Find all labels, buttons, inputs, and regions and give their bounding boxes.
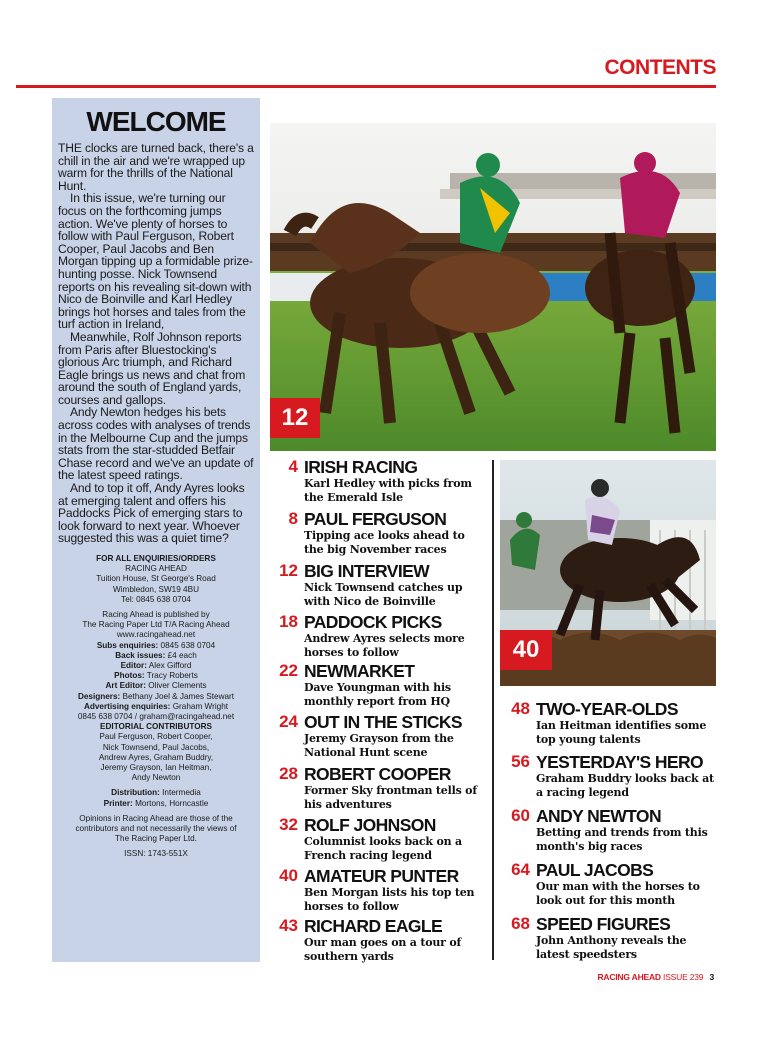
- editor-value: Alex Gifford: [148, 661, 192, 671]
- entry-title: BIG INTERVIEW: [304, 561, 430, 581]
- entry-description: Graham Buddry looks back at a racing legend: [536, 772, 714, 799]
- welcome-title: WELCOME: [86, 106, 226, 137]
- entry-page-number: 32: [279, 815, 298, 834]
- entry-description: Tipping ace looks ahead to the big November races: [304, 529, 465, 556]
- entry-page-number: 4: [288, 457, 298, 476]
- company-name: RACING AHEAD: [125, 564, 187, 574]
- publisher-line: The Racing Paper Ltd T/A Racing Ahead: [82, 620, 230, 630]
- entry-title: PAUL JACOBS: [536, 860, 654, 880]
- website[interactable]: www.racingahead.net: [116, 630, 196, 640]
- welcome-paragraph: THE clocks are turned back, there's a chill in the air and we're wrapped up warm for the thrills of the National Hunt.: [58, 141, 254, 193]
- telephone: Tel: 0845 638 0704: [121, 594, 191, 604]
- entry-page-number: 56: [511, 752, 530, 771]
- back-issues-label: Back issues:: [115, 650, 166, 660]
- entry-title: PAUL FERGUSON: [304, 509, 447, 529]
- designers-value: Bethany Joel & James Stewart: [122, 691, 235, 701]
- entry-page-number: 43: [279, 916, 298, 935]
- entry-description: John Anthony reveals the latest speedsters: [536, 934, 687, 961]
- contributors-line: Andrew Ayres, Graham Buddry,: [98, 752, 214, 762]
- page-badge-40: 40: [500, 630, 552, 670]
- entry-page-number: 12: [279, 561, 298, 580]
- entry-description: Ben Morgan lists his top ten horses to follow: [304, 886, 475, 913]
- footer-brand: RACING AHEAD: [597, 972, 661, 982]
- editor-line: [58, 661, 254, 671]
- entry-title: TWO-YEAR-OLDS: [536, 699, 678, 719]
- entry-description: Our man goes on a tour of southern yards: [304, 936, 462, 963]
- distribution-line: [58, 788, 254, 798]
- entry-title: YESTERDAY'S HERO: [536, 752, 704, 772]
- entry-title: AMATEUR PUNTER: [304, 866, 459, 886]
- entry-description: Jeremy Grayson from the National Hunt scene: [304, 732, 454, 759]
- subs-line: [58, 641, 254, 651]
- distribution-value: Intermedia: [162, 788, 201, 798]
- editor-label: Editor:: [120, 661, 147, 671]
- entry-page-number: 8: [288, 509, 298, 528]
- entry-page-number: 18: [279, 612, 298, 631]
- contributors-heading: EDITORIAL CONTRIBUTORS: [100, 722, 212, 732]
- entry-description: Our man with the horses to look out for this month: [536, 880, 700, 907]
- contributors-line: Andy Newton: [131, 773, 181, 783]
- subs-value: 0845 638 0704: [160, 640, 216, 650]
- entry-page-number: 22: [279, 661, 298, 680]
- publisher-line: Racing Ahead is published by: [102, 610, 210, 620]
- entry-description: Columnist looks back on a French racing legend: [304, 835, 462, 862]
- entry-title: SPEED FIGURES: [536, 914, 671, 934]
- designers-line: [58, 692, 254, 702]
- entry-page-number: 24: [279, 712, 298, 731]
- main-racing-photo: [270, 123, 716, 451]
- art-editor-label: Art Editor:: [105, 681, 146, 691]
- entry-description: Dave Youngman with his monthly report from HQ: [304, 681, 451, 708]
- photos-line: [58, 671, 254, 681]
- entry-title: ROLF JOHNSON: [304, 815, 436, 835]
- entry-page-number: 48: [511, 699, 530, 718]
- page-footer: [597, 972, 714, 982]
- main-racing-photo-art: [270, 123, 716, 451]
- entry-description: Former Sky frontman tells of his adventures: [304, 784, 477, 811]
- entry-description: Betting and trends from this month's big races: [536, 826, 708, 853]
- credits-block: [58, 554, 254, 860]
- printer-label: Printer:: [103, 798, 133, 808]
- disclaimer-line: The Racing Paper Ltd.: [115, 834, 197, 844]
- footer-page-number: 3: [709, 972, 714, 982]
- entry-title: PADDOCK PICKS: [304, 612, 442, 632]
- enquiries-heading: FOR ALL ENQUIRIES/ORDERS: [96, 554, 216, 563]
- address-line: Tuition House, St George's Road: [96, 574, 216, 584]
- entry-page-number: 40: [279, 866, 298, 885]
- distribution-label: Distribution:: [111, 788, 160, 798]
- entry-page-number: 64: [511, 860, 530, 879]
- disclaimer-line: contributors and not necessarily the views of: [75, 824, 237, 834]
- welcome-paragraph: And to top it off, Andy Ayres looks at emerging talent and offers his Paddocks Pick of emerging stars to look forward to next year. Whoever suggested this was a quiet time?: [58, 481, 245, 546]
- advertising-contact: 0845 638 0704 / graham@racingahead.net: [77, 712, 235, 722]
- entry-title: ROBERT COOPER: [304, 764, 451, 784]
- welcome-paragraph: Andy Newton hedges his bets across codes with analyses of trends in the Melbourne Cup and the jumps stats from the star-studded Betfair Chase record and we've an update of the latest speed ratings.: [58, 405, 254, 483]
- welcome-sidebar: [52, 98, 260, 962]
- welcome-text: [58, 142, 254, 545]
- footer-issue: ISSUE 239: [663, 972, 704, 982]
- art-editor-line: [58, 681, 254, 691]
- contributors-line: Jeremy Grayson, Ian Heitman,: [100, 763, 212, 773]
- photos-value: Tracy Roberts: [146, 671, 198, 681]
- contributors-line: Nick Townsend, Paul Jacobs,: [102, 742, 210, 752]
- designers-label: Designers:: [77, 691, 121, 701]
- disclaimer-line: Opinions in Racing Ahead are those of the: [79, 813, 233, 823]
- advertising-line: [58, 702, 254, 712]
- entry-title: ANDY NEWTON: [536, 806, 661, 826]
- entry-description: Ian Heitman identifies some top young talents: [536, 719, 707, 746]
- entry-title: NEWMARKET: [304, 661, 415, 681]
- back-issues-value: £4 each: [167, 650, 197, 660]
- back-issues-line: [58, 651, 254, 661]
- header-rule: [16, 85, 716, 88]
- advertising-label: Advertising enquiries:: [83, 701, 171, 711]
- contents-header: CONTENTS: [604, 56, 716, 79]
- page-badge-12: 12: [270, 398, 320, 438]
- advertising-value: Graham Wright: [172, 701, 229, 711]
- photos-label: Photos:: [114, 671, 145, 681]
- subs-label: Subs enquiries:: [96, 640, 159, 650]
- entry-description: Karl Hedley with picks from the Emerald Isle: [304, 477, 472, 504]
- welcome-paragraph: Meanwhile, Rolf Johnson reports from Paris after Bluestocking's glorious Arc triumph, and Richard Eagle brings us news and chat from around the south of England yards, courses and gallops.: [58, 329, 246, 407]
- entry-page-number: 28: [279, 764, 298, 783]
- printer-line: [58, 799, 254, 809]
- address-line: Wimbledon, SW19 4BU: [112, 584, 199, 594]
- entry-title: IRISH RACING: [304, 457, 418, 477]
- entry-description: Andrew Ayres selects more horses to follow: [304, 632, 465, 659]
- issn: ISSN: 1743-551X: [124, 849, 188, 859]
- entry-description: Nick Townsend catches up with Nico de Boinville: [304, 581, 463, 608]
- welcome-paragraph: In this issue, we're turning our focus on the forthcoming jumps action. We've plenty of horses to follow with Paul Ferguson, Robert Cooper, Paul Jacobs and Ben Morgan tipping up a formidable prize-hunting posse. Nick Townsend reports on his revealing sit-down with Nico de Boinville and Karl Hedley brings hot horses and tales from the turf action in Ireland,: [58, 191, 253, 332]
- art-editor-value: Oliver Clements: [148, 681, 207, 691]
- contributors-line: Paul Ferguson, Robert Cooper,: [99, 732, 213, 742]
- printer-value: Mortons, Horncastle: [135, 798, 209, 808]
- entry-page-number: 68: [511, 914, 530, 933]
- column-divider: [492, 460, 494, 960]
- entry-title: RICHARD EAGLE: [304, 916, 443, 936]
- entry-title: OUT IN THE STICKS: [304, 712, 462, 732]
- entry-page-number: 60: [511, 806, 530, 825]
